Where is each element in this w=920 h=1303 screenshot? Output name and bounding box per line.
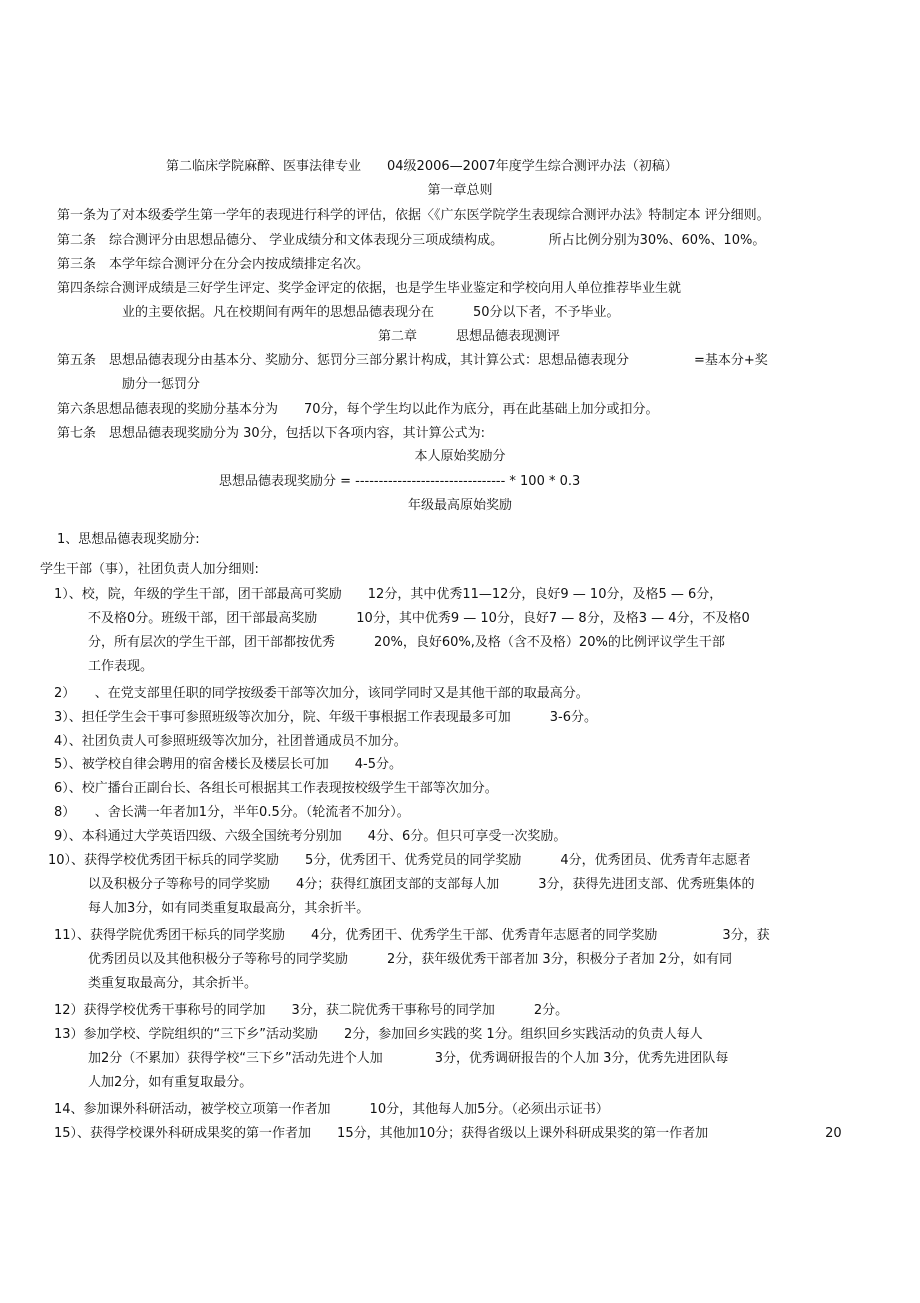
item-11-line-3: 类重复取最高分，其余折半。 [88, 976, 258, 991]
subsection-heading: 学生干部（事），社团负责人加分细则: [40, 562, 259, 577]
article-5-line-1: 第五条 思想品德表现分由基本分、奖励分、惩罚分三部分累计构成，其计算公式：思想品德表现分 =基本分+奖 [57, 353, 768, 368]
item-9: 9）、本科通过大学英语四级、六级全国统考分别加 4分、6分。但只可享受一次奖励。 [54, 829, 567, 844]
document-title: 第二临床学院麻醉、医事法律专业 04级2006—2007年度学生综合测评办法（初稿） [166, 159, 678, 174]
item-1-line-3: 分，所有层次的学生干部，团干部都按优秀 20%，良好60%,及格（含不及格）20%的比例评议学生干部 [88, 635, 725, 650]
article-4-line-2: 业的主要依据。凡在校期间有两年的思想品德表现分在 50分以下者，不予毕业。 [122, 305, 620, 320]
item-13-line-1: 13）参加学校、学院组织的“三下乡”活动奖励 2分，参加回乡实践的奖 1分。组织回乡实践活动的负责人每人 [54, 1027, 703, 1042]
section-1-heading: 1、思想品德表现奖励分: [57, 532, 200, 547]
item-12: 12）获得学校优秀干事称号的同学加 3分，获二院优秀干事称号的同学加 2分。 [54, 1003, 569, 1018]
chapter-2-heading: 第二章 思想品德表现测评 [378, 329, 561, 344]
item-14: 14、参加课外科研活动，被学校立项第一作者加 10分，其他每人加5分。（必须出示证书） [54, 1102, 609, 1117]
item-3: 3）、担任学生会干事可参照班级等次加分，院、年级干事根据工作表现最多可加 3-6分。 [54, 710, 598, 725]
item-1-line-4: 工作表现。 [88, 659, 154, 674]
article-4-line-1: 第四条综合测评成绩是三好学生评定、奖学金评定的依据，也是学生毕业鉴定和学校向用人单位推荐毕业生就 [57, 281, 682, 296]
item-5: 5）、被学校自律会聘用的宿舍楼长及楼层长可加 4-5分。 [54, 757, 403, 772]
article-6: 第六条思想品德表现的奖励分基本分为 70分，每个学生均以此作为底分，再在此基础上加分或扣分。 [57, 402, 659, 417]
article-1: 第一条为了对本级委学生第一学年的表现进行科学的评估，依据〈《广东医学院学生表现综合测评办法》特制定本 评分细则。 [57, 208, 770, 223]
item-10-line-2: 以及积极分子等称号的同学奖励 4分；获得红旗团支部的支部每人加 3分，获得先进团支部、优秀班集体的 [88, 877, 755, 892]
formula-main: 思想品德表现奖励分 = -------------------------------- * 100 * 0.3 [219, 474, 581, 489]
item-2: 2） 、在党支部里任职的同学按级委干部等次加分，该同学同时又是其他干部的取最高分。 [54, 686, 589, 701]
item-11-line-1: 11）、获得学院优秀团干标兵的同学奖励 4分，优秀团干、优秀学生干部、优秀青年志愿者的同学奖励 3分，获 [54, 928, 770, 943]
item-4: 4）、社团负责人可参照班级等次加分，社团普通成员不加分。 [54, 734, 407, 749]
article-5-line-2: 励分一惩罚分 [122, 377, 201, 392]
item-11-line-2: 优秀团员以及其他积极分子等称号的同学奖励 2分，获年级优秀干部者加 3分，积极分子者加 2分，如有同 [88, 952, 733, 967]
item-10-line-1: 10）、获得学校优秀团干标兵的同学奖励 5分，优秀团干、优秀党员的同学奖励 4分，优秀团员、优秀青年志愿者 [48, 853, 751, 868]
item-13-line-2: 加2分（不累加）获得学校“三下乡”活动先进个人加 3分，优秀调研报告的个人加 3分，优秀先进团队每 [88, 1051, 729, 1066]
formula-numerator: 本人原始奖励分 [414, 449, 506, 464]
item-10-line-3: 每人加3分，如有同类重复取最高分，其余折半。 [88, 901, 370, 916]
formula-denominator: 年级最高原始奖励 [407, 498, 512, 513]
chapter-1-heading: 第一章总则 [427, 183, 493, 198]
item-6: 6）、校广播台正副台长、各组长可根据其工作表现按校级学生干部等次加分。 [54, 781, 498, 796]
article-3: 第三条 本学年综合测评分在分会内按成绩排定名次。 [57, 257, 370, 272]
item-1-line-2: 不及格0分。班级干部，团干部最高奖励 10分，其中优秀9 — 10分，良好7 — 8分，及格3 — 4分，不及格0 [88, 611, 750, 626]
item-1-line-1: 1）、校，院，年级的学生干部，团干部最高可奖励 12分，其中优秀11—12分，良好9 — 10分，及格5 — 6分， [54, 587, 723, 602]
article-7: 第七条 思想品德表现奖励分为 30分，包括以下各项内容，其计算公式为: [57, 426, 486, 441]
item-15: 15）、获得学校课外科研成果奖的第一作者加 15分，其他加10分；获得省级以上课外科研成果奖的第一作者加 20 [54, 1126, 842, 1141]
article-2: 第二条 综合测评分由思想品德分、 学业成绩分和文体表现分三项成绩构成。 所占比例分别为30%、60%、10%。 [57, 233, 766, 248]
item-8: 8） 、舍长满一年者加1分，半年0.5分。（轮流者不加分）。 [54, 805, 410, 820]
item-13-line-3: 人加2分，如有重复取最分。 [88, 1075, 253, 1090]
